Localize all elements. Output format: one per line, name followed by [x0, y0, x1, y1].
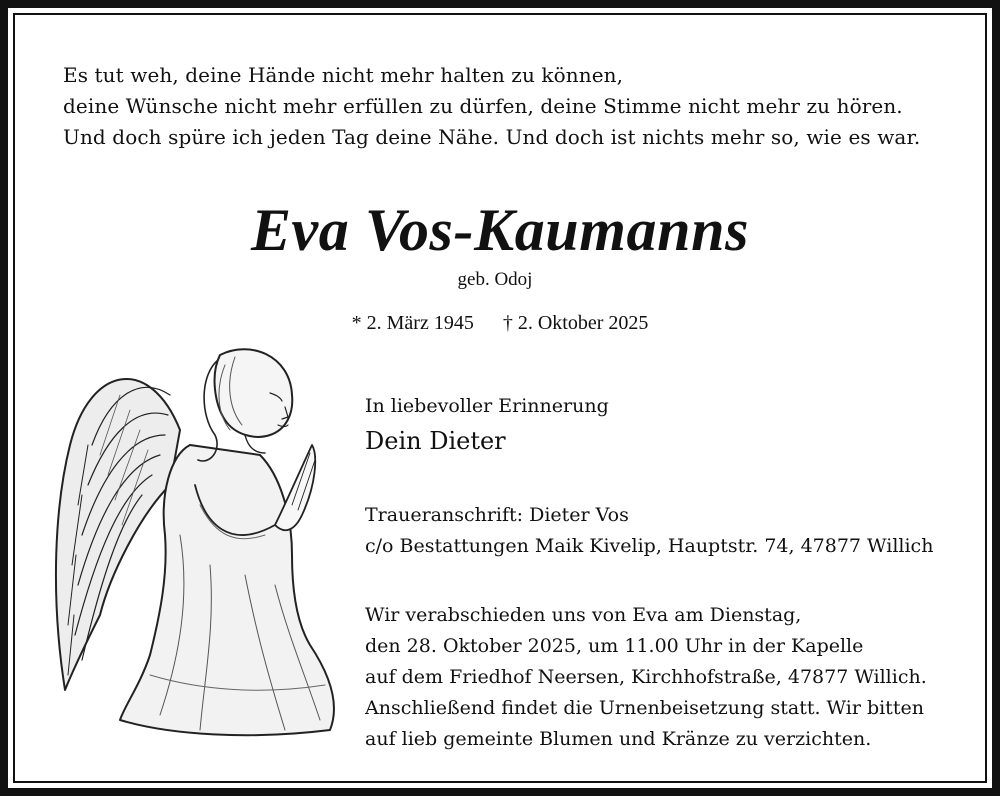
address-line-1: Traueranschrift: Dieter Vos: [365, 504, 629, 526]
service-line: Anschließend findet die Urnenbeisetzung statt. Wir bitten: [365, 697, 924, 719]
service-line: den 28. Oktober 2025, um 11.00 Uhr in der Kapelle: [365, 635, 864, 657]
birth-date: * 2. März 1945: [351, 312, 474, 334]
mourning-address: [365, 500, 933, 562]
verse-line: Es tut weh, deine Hände nicht mehr halten zu können,: [63, 63, 624, 87]
service-line: auf lieb gemeinte Blumen und Kränze zu verzichten.: [365, 728, 872, 750]
birth-name: geb. Odoj: [457, 269, 533, 290]
death-date: † 2. Oktober 2025: [502, 312, 649, 334]
service-line: auf dem Friedhof Neersen, Kirchhofstraße, 47877 Willich.: [365, 666, 927, 688]
service-line: Wir verabschieden uns von Eva am Dienstag,: [365, 604, 802, 626]
address-line-2: c/o Bestattungen Maik Kivelip, Hauptstr. 74, 47877 Willich: [365, 535, 934, 557]
verse-line: deine Wünsche nicht mehr erfüllen zu dürfen, deine Stimme nicht mehr zu hören.: [63, 94, 903, 118]
memory-section: [365, 391, 609, 461]
signer-name: Dein Dieter: [365, 427, 506, 455]
kneeling-praying-angel-icon: [30, 335, 350, 755]
opening-verse: [63, 60, 963, 153]
deceased-name: Eva Vos-Kaumanns: [250, 197, 750, 263]
memory-line: In liebevoller Erinnerung: [365, 395, 609, 417]
life-dates: [0, 310, 1000, 336]
verse-line: Und doch spüre ich jeden Tag deine Nähe. Und doch ist nichts mehr so, wie es war.: [63, 125, 921, 149]
service-details: [365, 600, 927, 755]
